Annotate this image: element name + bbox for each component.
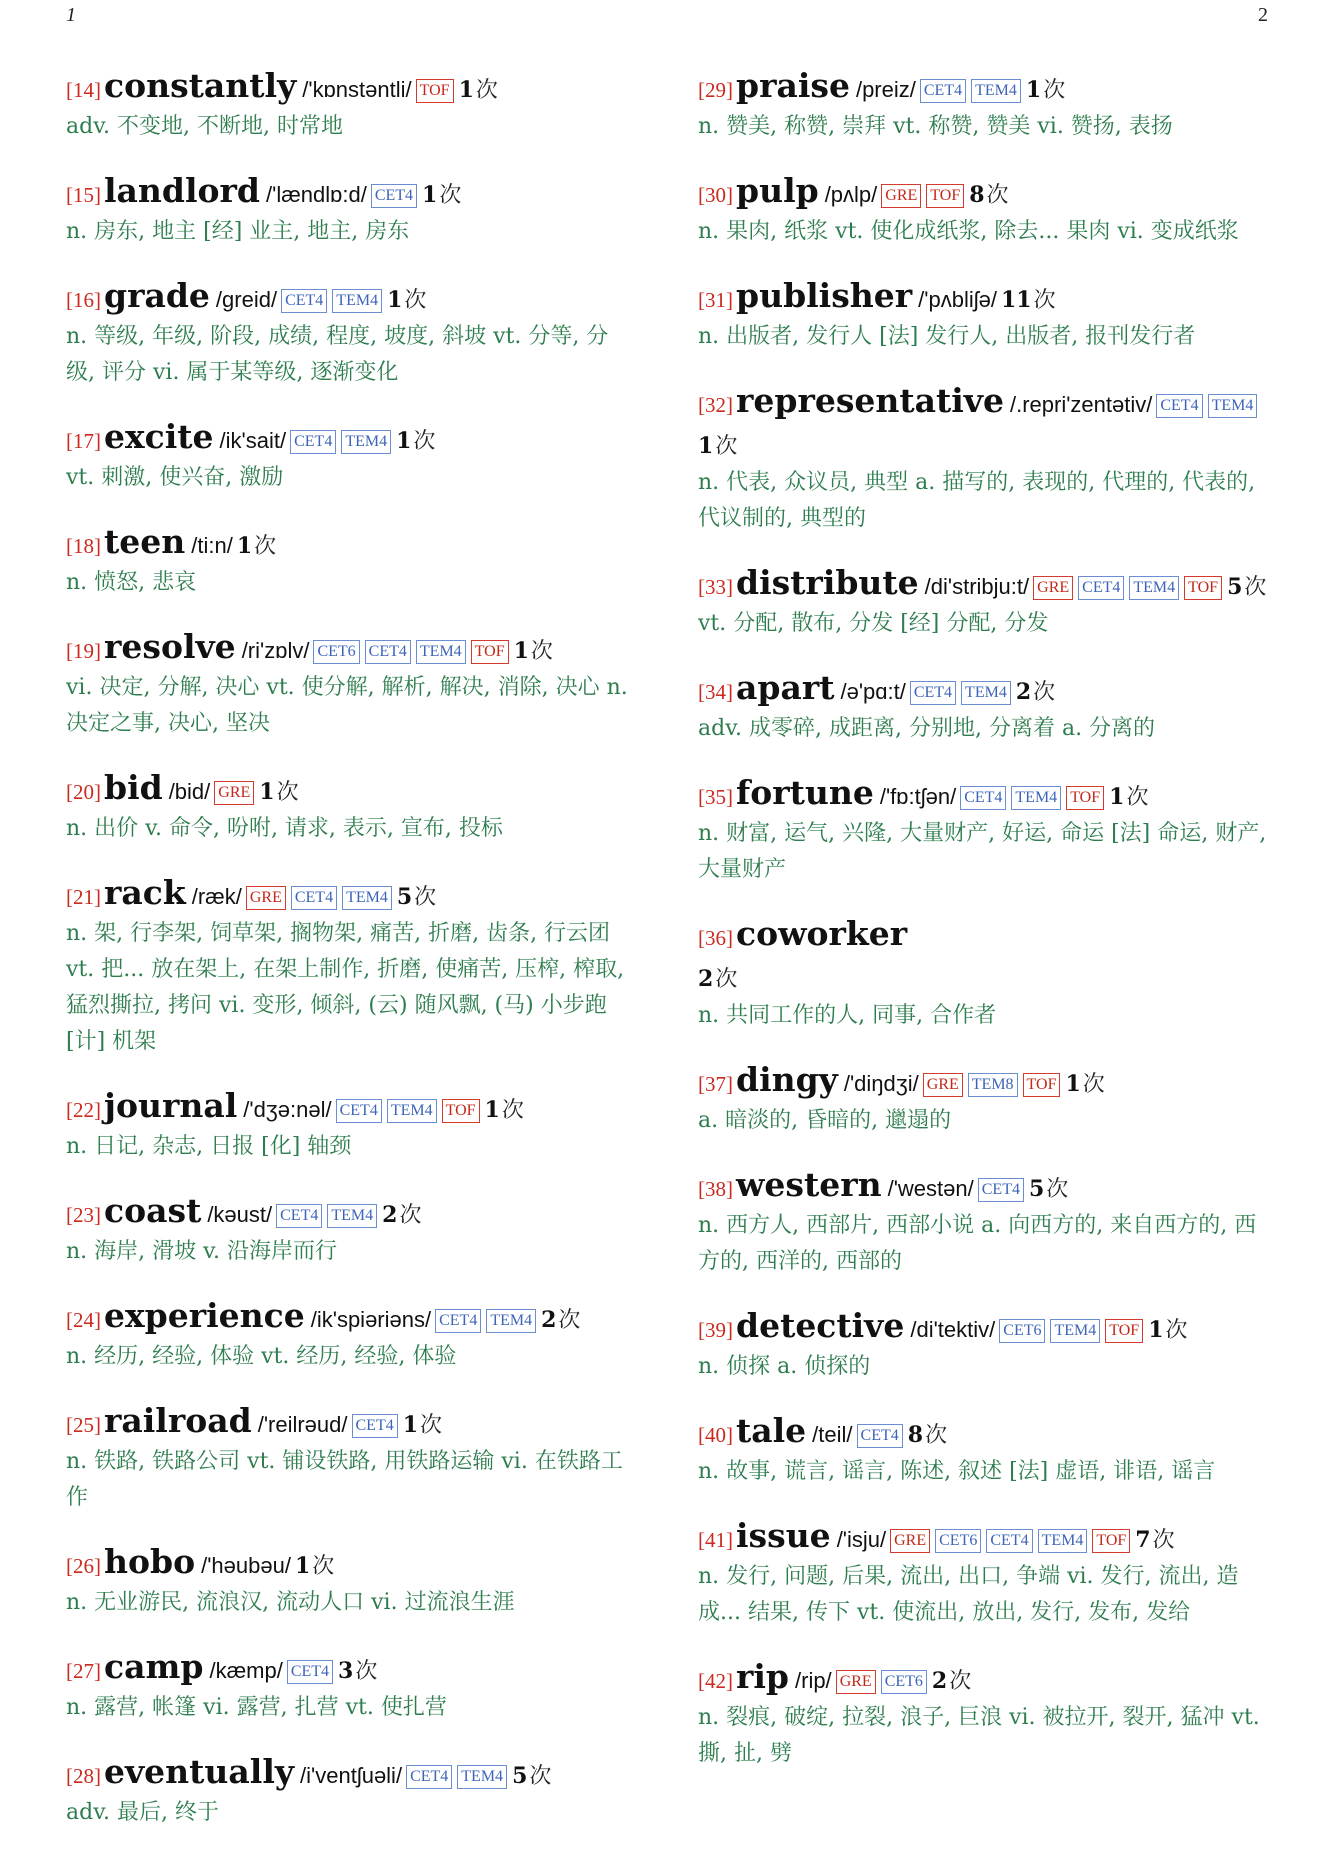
entry-index: [22] (66, 1098, 101, 1122)
word-entry (66, 1086, 634, 1165)
count-unit: 次 (276, 780, 299, 805)
word-entry (66, 522, 634, 601)
exam-tag: CET4 (910, 681, 956, 705)
pronunciation: /pʌlp/ (824, 182, 878, 207)
definition: n. 出价 v. 命令, 吩咐, 请求, 表示, 宣布, 投标 (66, 816, 503, 841)
entry-headline (698, 1165, 1268, 1210)
count-unit: 次 (439, 183, 462, 208)
entry-index: [15] (66, 183, 101, 207)
definition: n. 日记, 杂志, 日报 [化] 轴颈 (66, 1134, 352, 1159)
pronunciation: /'westən/ (887, 1176, 974, 1201)
entry-index: [40] (698, 1423, 733, 1447)
entry-index: [18] (66, 534, 101, 558)
entry-index: [26] (66, 1554, 101, 1578)
word-entry (698, 914, 1268, 1034)
entry-headline (698, 66, 1268, 111)
entry-index: [41] (698, 1528, 733, 1552)
exam-tag: CET4 (352, 1414, 398, 1438)
headword: experience (104, 1296, 305, 1335)
count-unit: 次 (312, 1554, 335, 1579)
word-entry (66, 1647, 634, 1726)
definition: n. 铁路, 铁路公司 vt. 铺设铁路, 用铁路运输 vi. 在铁路工作 (66, 1449, 623, 1510)
pronunciation: /kæmp/ (209, 1658, 283, 1683)
headword: western (736, 1165, 882, 1204)
count-unit: 次 (529, 1764, 552, 1789)
occurrence-count: 1 (402, 1412, 419, 1438)
definition: n. 财富, 运气, 兴隆, 大量财产, 好运, 命运 [法] 命运, 财产, 大量财产 (698, 821, 1267, 882)
occurrence-count: 8 (969, 182, 985, 208)
definition: n. 赞美, 称赞, 崇拜 vt. 称赞, 赞美 vi. 赞扬, 表扬 (698, 114, 1173, 139)
exam-tag: TEM4 (961, 681, 1011, 705)
entry-headline (698, 1306, 1268, 1351)
occurrence-count: 2 (541, 1307, 557, 1333)
headword: grade (104, 276, 210, 315)
count-unit: 次 (1033, 288, 1056, 313)
word-entry (698, 1060, 1268, 1139)
pronunciation: /ri'zɒlv/ (241, 638, 310, 663)
exam-tag: TEM4 (457, 1765, 507, 1789)
exam-tag: GRE (246, 886, 286, 910)
entry-index: [27] (66, 1659, 101, 1683)
definition: n. 出版者, 发行人 [法] 发行人, 出版者, 报刊发行者 (698, 324, 1196, 349)
occurrence-count: 1 (484, 1097, 500, 1123)
occurrence-count: 1 (458, 77, 474, 103)
pronunciation: /.repri'zentətiv/ (1009, 392, 1153, 417)
exam-tag: CET4 (857, 1424, 903, 1448)
occurrence-count: 1 (422, 182, 438, 208)
word-entry (698, 276, 1268, 355)
occurrence-count: 1 (396, 428, 412, 454)
headword: journal (104, 1086, 238, 1125)
definition: vi. 决定, 分解, 决心 vt. 使分解, 解析, 解决, 消除, 决心 n. 决定之事, 决心, 坚决 (66, 675, 628, 736)
exam-tag: CET4 (276, 1204, 322, 1228)
exam-tag: TEM4 (342, 886, 392, 910)
word-entry (66, 417, 634, 496)
exam-tag: CET4 (371, 184, 417, 208)
exam-tag: TOF (1105, 1319, 1143, 1343)
exam-tag: TEM4 (486, 1309, 536, 1333)
entry-index: [30] (698, 183, 733, 207)
definition: n. 裂痕, 破绽, 拉裂, 浪子, 巨浪 vi. 被拉开, 裂开, 猛冲 vt. 撕, 扯, 劈 (698, 1705, 1260, 1766)
word-entry (66, 627, 634, 742)
entry-index: [31] (698, 288, 733, 312)
count-unit: 次 (414, 885, 437, 910)
occurrence-count: 8 (907, 1422, 924, 1448)
headword: representative (736, 381, 1004, 420)
exam-tag: CET6 (881, 1670, 927, 1694)
headword: issue (736, 1516, 831, 1555)
definition: n. 侦探 a. 侦探的 (698, 1354, 871, 1379)
definition: adv. 最后, 终于 (66, 1800, 219, 1825)
occurrence-count: 1 (236, 533, 253, 559)
word-entry (66, 1542, 634, 1621)
exam-tag: CET4 (960, 786, 1006, 810)
entry-headline (66, 1647, 634, 1692)
count-unit: 次 (715, 967, 738, 992)
definition: n. 等级, 年级, 阶段, 成绩, 程度, 坡度, 斜坡 vt. 分等, 分级, 评分 vi. 属于某等级, 逐渐变化 (66, 324, 609, 385)
pronunciation: /greid/ (215, 287, 278, 312)
occurrence-count: 1 (1109, 784, 1125, 810)
entry-index: [24] (66, 1308, 101, 1332)
pronunciation: /bid/ (168, 779, 211, 804)
exam-tag: TEM4 (416, 640, 466, 664)
word-entry (698, 381, 1268, 537)
exam-tag: TEM4 (327, 1204, 377, 1228)
headword: coast (104, 1191, 202, 1230)
word-entry (698, 171, 1268, 250)
word-entry (66, 1296, 634, 1375)
count-unit: 次 (530, 639, 553, 664)
exam-tag: CET4 (1156, 394, 1202, 418)
word-entry (698, 66, 1268, 145)
exam-tag: CET4 (920, 79, 966, 103)
headword: publisher (736, 276, 913, 315)
occurrence-count: 1 (387, 287, 403, 313)
entry-headline (66, 1542, 634, 1587)
exam-tag: TEM4 (1011, 786, 1061, 810)
pronunciation: /kəust/ (207, 1202, 273, 1227)
count-unit: 次 (1165, 1318, 1188, 1343)
count-unit: 次 (1126, 785, 1149, 810)
headword: tale (736, 1411, 807, 1450)
word-entry (66, 768, 634, 847)
definition: adv. 不变地, 不断地, 时常地 (66, 114, 343, 139)
entry-headline (66, 171, 634, 216)
entry-index: [17] (66, 429, 101, 453)
headword: landlord (104, 171, 260, 210)
pronunciation: /preiz/ (855, 77, 916, 102)
exam-tag: TEM4 (971, 79, 1021, 103)
entry-headline (698, 381, 1268, 467)
headword: hobo (104, 1542, 196, 1581)
entry-headline (698, 914, 1268, 1000)
entry-headline (66, 768, 634, 813)
word-entry (698, 773, 1268, 888)
occurrence-count: 2 (698, 966, 714, 992)
occurrence-count: 5 (1227, 574, 1243, 600)
exam-tag: TEM8 (968, 1073, 1018, 1097)
left-column (66, 66, 634, 1857)
exam-tag: TEM4 (1129, 576, 1179, 600)
exam-tag: GRE (881, 184, 921, 208)
exam-tag: CET6 (999, 1319, 1045, 1343)
pronunciation: /ik'sait/ (219, 428, 287, 453)
entry-headline (698, 171, 1268, 216)
entry-index: [29] (698, 78, 733, 102)
pronunciation: /'dʒə:nəl/ (243, 1097, 332, 1122)
entry-headline (698, 1516, 1268, 1561)
entry-headline (66, 1296, 634, 1341)
entry-headline (66, 1191, 634, 1236)
entry-headline (66, 1401, 634, 1446)
headword: fortune (736, 773, 874, 812)
exam-tag: TOF (471, 640, 509, 664)
pronunciation: /'lændlɒ:d/ (266, 182, 367, 207)
headword: pulp (736, 171, 819, 210)
exam-tag: GRE (923, 1073, 963, 1097)
pronunciation: /ti:n/ (191, 533, 233, 558)
count-unit: 次 (1244, 575, 1267, 600)
exam-tag: TEM4 (1208, 394, 1258, 418)
entry-headline (66, 276, 634, 321)
entry-index: [28] (66, 1764, 101, 1788)
entry-headline (698, 563, 1268, 608)
pronunciation: /'həubəu/ (201, 1553, 291, 1578)
headword: camp (104, 1647, 204, 1686)
definition: n. 果肉, 纸浆 vt. 使化成纸浆, 除去... 果肉 vi. 变成纸浆 (698, 219, 1239, 244)
headword: bid (104, 768, 163, 807)
count-unit: 次 (986, 183, 1009, 208)
count-unit: 次 (404, 288, 427, 313)
definition: n. 露营, 帐篷 vi. 露营, 扎营 vt. 使扎营 (66, 1695, 447, 1720)
entry-index: [34] (698, 680, 733, 704)
entry-index: [39] (698, 1318, 733, 1342)
pronunciation: /'reilrəud/ (257, 1412, 348, 1437)
headword: distribute (736, 563, 919, 602)
right-column (698, 66, 1268, 1798)
occurrence-count: 1 (513, 638, 529, 664)
pronunciation: /teil/ (812, 1422, 853, 1447)
definition: n. 代表, 众议员, 典型 a. 描写的, 表现的, 代理的, 代表的, 代议制的, 典型的 (698, 470, 1256, 531)
entry-headline (698, 276, 1268, 321)
entry-headline (698, 1411, 1268, 1456)
entry-index: [42] (698, 1669, 733, 1693)
entry-index: [14] (66, 78, 101, 102)
pronunciation: /'pʌbliʃə/ (918, 287, 997, 312)
word-entry (698, 1165, 1268, 1280)
pronunciation: /i'ventʃuəli/ (300, 1763, 403, 1788)
word-entry (66, 1752, 634, 1831)
headword: constantly (104, 66, 297, 105)
exam-tag: CET4 (336, 1099, 382, 1123)
page-number-left: 1 (66, 4, 76, 26)
word-entry (698, 1306, 1268, 1385)
occurrence-count: 1 (1065, 1071, 1081, 1097)
occurrence-count: 5 (512, 1763, 528, 1789)
headword: apart (736, 668, 835, 707)
definition: adv. 成零碎, 成距离, 分别地, 分离着 a. 分离的 (698, 716, 1156, 741)
exam-tag: TEM4 (1038, 1529, 1088, 1553)
word-entry (698, 668, 1268, 747)
occurrence-count: 1 (1025, 77, 1042, 103)
entry-index: [16] (66, 288, 101, 312)
entry-headline (698, 773, 1268, 818)
exam-tag: TOF (442, 1099, 480, 1123)
exam-tag: GRE (890, 1529, 930, 1553)
word-entry (698, 1411, 1268, 1490)
exam-tag: GRE (836, 1670, 876, 1694)
definition: n. 架, 行李架, 饲草架, 搁物架, 痛苦, 折磨, 齿条, 行云团 vt. 把... 放在架上, 在架上制作, 折磨, 使痛苦, 压榨, 榨取, 猛烈撕拉, 拷问 vi. 变形, 倾斜, (云) 随风飘, (马) 小步跑 [计] 机架 (66, 921, 625, 1054)
entry-headline (66, 627, 634, 672)
exam-tag: CET4 (978, 1178, 1024, 1202)
exam-tag: CET4 (365, 640, 411, 664)
entry-index: [36] (698, 926, 733, 950)
word-entry (66, 873, 634, 1060)
entry-index: [35] (698, 785, 733, 809)
exam-tag: CET4 (435, 1309, 481, 1333)
definition: n. 西方人, 西部片, 西部小说 a. 向西方的, 来自西方的, 西方的, 西洋的, 西部的 (698, 1213, 1257, 1274)
word-entry (66, 1191, 634, 1270)
definition: a. 暗淡的, 昏暗的, 邋遢的 (698, 1108, 952, 1133)
entry-index: [37] (698, 1072, 733, 1096)
count-unit: 次 (715, 434, 738, 459)
word-entry (66, 276, 634, 391)
headword: excite (104, 417, 214, 456)
occurrence-count: 2 (1015, 679, 1032, 705)
pronunciation: /di'tektiv/ (910, 1317, 996, 1342)
headword: railroad (104, 1401, 252, 1440)
exam-tag: CET4 (290, 430, 336, 454)
count-unit: 次 (413, 429, 436, 454)
count-unit: 次 (399, 1203, 422, 1228)
definition: n. 共同工作的人, 同事, 合作者 (698, 1003, 997, 1028)
pronunciation: /'diŋdʒi/ (843, 1071, 919, 1096)
occurrence-count: 11 (1000, 287, 1032, 313)
definition: n. 房东, 地主 [经] 业主, 地主, 房东 (66, 219, 410, 244)
definition: n. 经历, 经验, 体验 vt. 经历, 经验, 体验 (66, 1344, 457, 1369)
word-entry (66, 171, 634, 250)
pronunciation: /'fɒ:tʃən/ (879, 784, 957, 809)
occurrence-count: 7 (1135, 1527, 1151, 1553)
headword: dingy (736, 1060, 838, 1099)
count-unit: 次 (254, 534, 277, 559)
exam-tag: CET6 (935, 1529, 981, 1553)
word-entry (66, 66, 634, 145)
definition: n. 海岸, 滑坡 v. 沿海岸而行 (66, 1239, 337, 1264)
definition: n. 无业游民, 流浪汉, 流动人口 vi. 过流浪生涯 (66, 1590, 515, 1615)
exam-tag: TOF (1184, 576, 1222, 600)
word-entry (66, 1401, 634, 1516)
count-unit: 次 (1152, 1528, 1175, 1553)
exam-tag: CET4 (1078, 576, 1124, 600)
entry-index: [19] (66, 639, 101, 663)
exam-tag: CET4 (986, 1529, 1032, 1553)
entry-headline (66, 1752, 634, 1797)
count-unit: 次 (501, 1098, 524, 1123)
headword: rack (104, 873, 186, 912)
entry-index: [32] (698, 393, 733, 417)
count-unit: 次 (355, 1659, 378, 1684)
occurrence-count: 2 (931, 1668, 948, 1694)
headword: resolve (104, 627, 236, 666)
headword: detective (736, 1306, 905, 1345)
count-unit: 次 (475, 78, 498, 103)
count-unit: 次 (1033, 680, 1056, 705)
pronunciation: /rip/ (795, 1668, 832, 1693)
occurrence-count: 1 (259, 779, 275, 805)
entry-index: [33] (698, 575, 733, 599)
word-entry (698, 563, 1268, 642)
count-unit: 次 (1046, 1177, 1069, 1202)
entry-index: [25] (66, 1413, 101, 1437)
entry-index: [23] (66, 1203, 101, 1227)
exam-tag: TEM4 (387, 1099, 437, 1123)
definition: vt. 刺激, 使兴奋, 激励 (66, 465, 284, 490)
exam-tag: TOF (1023, 1073, 1061, 1097)
headword: coworker (736, 914, 908, 953)
entry-headline (66, 417, 634, 462)
exam-tag: TOF (926, 184, 964, 208)
pronunciation: /ik'spiəriəns/ (310, 1307, 432, 1332)
exam-tag: TEM4 (341, 430, 391, 454)
pronunciation: /'kɒnstəntli/ (302, 77, 412, 102)
count-unit: 次 (420, 1413, 443, 1438)
pronunciation: /'isju/ (836, 1527, 887, 1552)
pronunciation: /di'stribju:t/ (924, 574, 1030, 599)
headword: eventually (104, 1752, 295, 1791)
exam-tag: CET4 (287, 1660, 333, 1684)
count-unit: 次 (925, 1423, 948, 1448)
headword: rip (736, 1657, 789, 1696)
definition: n. 愤怒, 悲哀 (66, 570, 197, 595)
entry-index: [38] (698, 1177, 733, 1201)
entry-headline (698, 1657, 1268, 1702)
word-entry (698, 1516, 1268, 1631)
count-unit: 次 (949, 1669, 972, 1694)
entry-headline (66, 66, 634, 111)
definition: n. 发行, 问题, 后果, 流出, 出口, 争端 vi. 发行, 流出, 造成... 结果, 传下 vt. 使流出, 放出, 发行, 发布, 发给 (698, 1564, 1239, 1625)
exam-tag: TOF (1066, 786, 1104, 810)
exam-tag: CET4 (406, 1765, 452, 1789)
count-unit: 次 (558, 1308, 581, 1333)
entry-index: [21] (66, 885, 101, 909)
definition: vt. 分配, 散布, 分发 [经] 分配, 分发 (698, 611, 1049, 636)
exam-tag: GRE (214, 781, 254, 805)
headword: teen (104, 522, 186, 561)
definition: n. 故事, 谎言, 谣言, 陈述, 叙述 [法] 虚语, 诽语, 谣言 (698, 1459, 1216, 1484)
entry-headline (66, 1086, 634, 1131)
entry-headline (698, 1060, 1268, 1105)
exam-tag: GRE (1033, 576, 1073, 600)
occurrence-count: 1 (698, 433, 714, 459)
exam-tag: CET6 (313, 640, 359, 664)
entry-headline (66, 522, 634, 567)
exam-tag: CET4 (291, 886, 337, 910)
page-number-right: 2 (1258, 4, 1268, 26)
word-entry (698, 1657, 1268, 1772)
exam-tag: TOF (416, 79, 454, 103)
occurrence-count: 3 (338, 1658, 354, 1684)
pronunciation: /ræk/ (191, 884, 242, 909)
entry-headline (66, 873, 634, 918)
exam-tag: TEM4 (1050, 1319, 1100, 1343)
occurrence-count: 2 (382, 1202, 398, 1228)
entry-index: [20] (66, 780, 101, 804)
exam-tag: TEM4 (332, 289, 382, 313)
headword: praise (736, 66, 850, 105)
entry-headline (698, 668, 1268, 713)
count-unit: 次 (1082, 1072, 1105, 1097)
count-unit: 次 (1043, 78, 1066, 103)
occurrence-count: 1 (294, 1553, 311, 1579)
occurrence-count: 5 (1028, 1176, 1045, 1202)
pronunciation: /ə'pɑ:t/ (840, 679, 906, 704)
exam-tag: CET4 (281, 289, 327, 313)
occurrence-count: 1 (1148, 1317, 1164, 1343)
occurrence-count: 5 (396, 884, 413, 910)
exam-tag: TOF (1092, 1529, 1130, 1553)
